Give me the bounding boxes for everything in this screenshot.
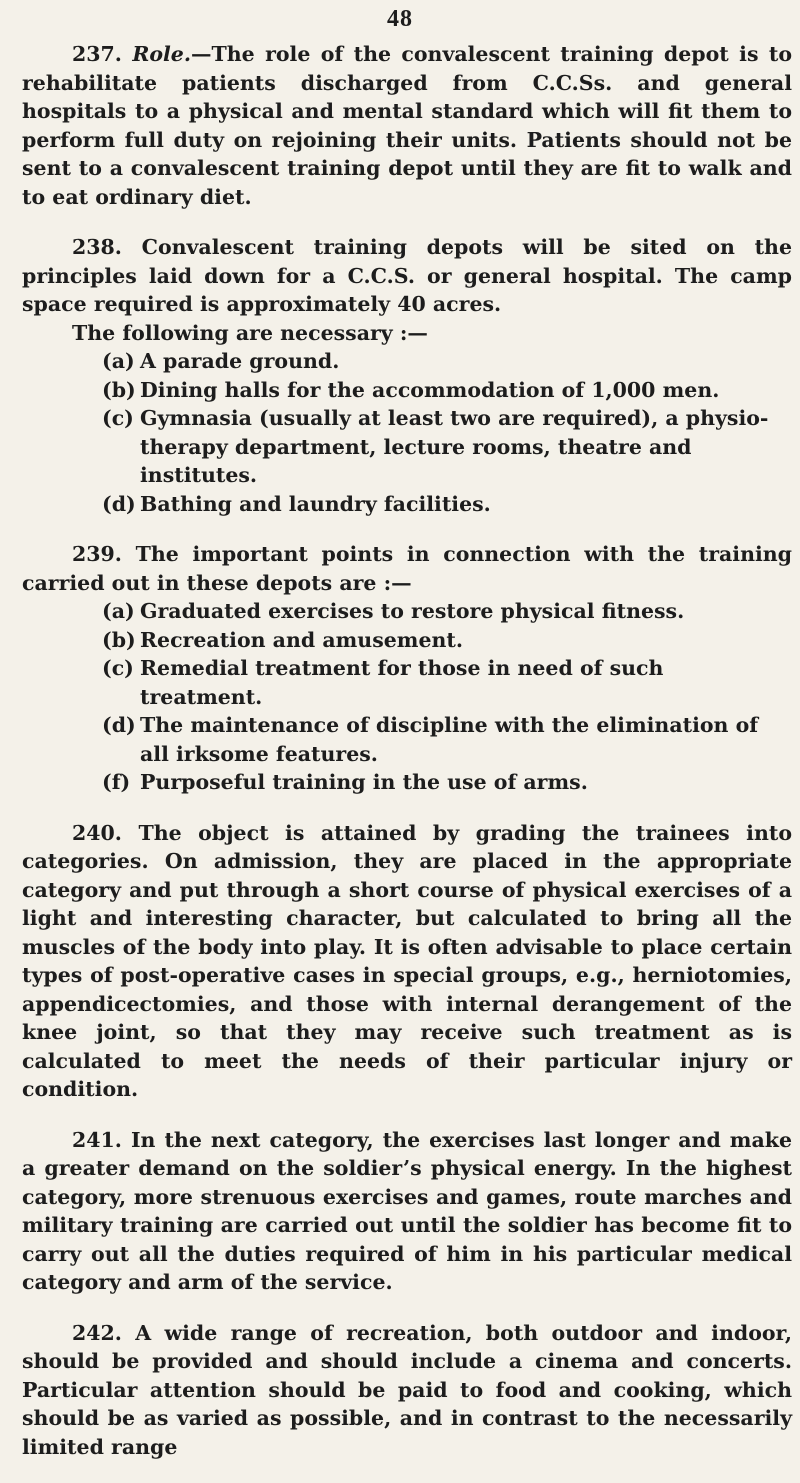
- list-marker: (b): [102, 627, 136, 652]
- list-item: [22, 711, 792, 768]
- paragraph-number: 239.: [72, 542, 122, 566]
- list-marker: (d): [102, 491, 136, 516]
- paragraph-text: In the next category, the exercises last longer and make a greater demand on the soldier’s physical energy. In the highest category, more strenuous exercises and games, route marches and military training are carried out until the soldier has become fit to carry out all the duties required of him in his particular medical category and arm of the service.: [22, 1127, 792, 1294]
- list-text: Remedial treatment for those in need of such treatment.: [140, 656, 664, 709]
- paragraph-text: The object is attained by grading the trainees into categories. On admission, they are placed in the appropriate category and put through a short course of physical exercises of a light and interesting character, but calculated to bring all the muscles of the body into play. It is often advisable to place certain types of post-operative cases in special groups, e.g., herniotomies, appendicectomies, and those with internal derangement of the knee joint, so that they may receive such treatment as is calculated to meet the needs of their particular injury or condition.: [22, 820, 793, 1101]
- list-item: [22, 347, 792, 376]
- paragraph-241: [22, 1126, 792, 1297]
- list-item: [22, 654, 792, 711]
- page-number: 48: [387, 6, 413, 32]
- paragraph-242: [22, 1319, 792, 1462]
- list-text: A parade ground.: [140, 349, 340, 373]
- list-text: Dining halls for the accommodation of 1,000 men.: [140, 377, 720, 402]
- paragraph-number: 240.: [72, 820, 122, 845]
- list-text: Gymnasia (usually at least two are required), a physio-therapy department, lecture rooms, theatre and institutes.: [140, 406, 769, 487]
- document-body: [22, 40, 792, 1483]
- paragraph-text: —The role of the convalescent training depot is to rehabilitate patients discharged from C.C.Ss. and general hospitals to a physical and mental standard which will fit them to perform full duty on rejoining their units. Patients should not be sent to a convalescent training depot until they are fit to walk and to eat ordinary diet.: [22, 42, 792, 209]
- list-text: Graduated exercises to restore physical fitness.: [140, 599, 685, 623]
- list-item: [22, 626, 792, 655]
- paragraph-238: [22, 233, 792, 319]
- list-text: Bathing and laundry facilities.: [140, 491, 491, 516]
- list-text: The maintenance of discipline with the elimination of all irksome features.: [140, 713, 759, 766]
- paragraph-239: [22, 540, 792, 597]
- paragraph-number: 242.: [72, 1320, 122, 1345]
- list-item: [22, 376, 792, 405]
- list-marker: (c): [102, 656, 134, 680]
- list-item: [22, 490, 792, 519]
- list-text: Purposeful training in the use of arms.: [140, 770, 588, 794]
- list-marker: (a): [102, 349, 135, 373]
- list-marker: (c): [102, 406, 134, 430]
- paragraph-text: Convalescent training depots will be sited on the principles laid down for a C.C.S. or general hospital. The camp space required is approximately 40 acres.: [22, 235, 792, 316]
- list-marker: (d): [102, 713, 136, 737]
- paragraph-text: A wide range of recreation, both outdoor and indoor, should be provided and should include a cinema and concerts. Particular attention should be paid to food and cooking, which should be as varied as possible, and in contrast to the necessarily limited range: [22, 1320, 792, 1459]
- paragraph-number: 241.: [72, 1127, 122, 1152]
- list-marker: (a): [102, 599, 135, 623]
- list-text: Recreation and amusement.: [140, 627, 464, 652]
- paragraph-text: The important points in connection with the training carried out in these depots are :—: [22, 542, 792, 595]
- list-marker: (f): [102, 770, 131, 794]
- training-points-list: [22, 597, 792, 797]
- list-item: [22, 404, 792, 490]
- paragraph-number: 238.: [72, 235, 122, 259]
- list-intro: The following are necessary :—: [72, 320, 428, 345]
- paragraph-237: [22, 40, 792, 211]
- paragraph-heading: Role.: [132, 42, 191, 66]
- requirements-list: [22, 347, 792, 518]
- list-item: [22, 768, 792, 797]
- paragraph-number: 237.: [72, 42, 122, 66]
- paragraph-240: [22, 819, 792, 1104]
- list-item: [22, 597, 792, 626]
- list-marker: (b): [102, 377, 136, 402]
